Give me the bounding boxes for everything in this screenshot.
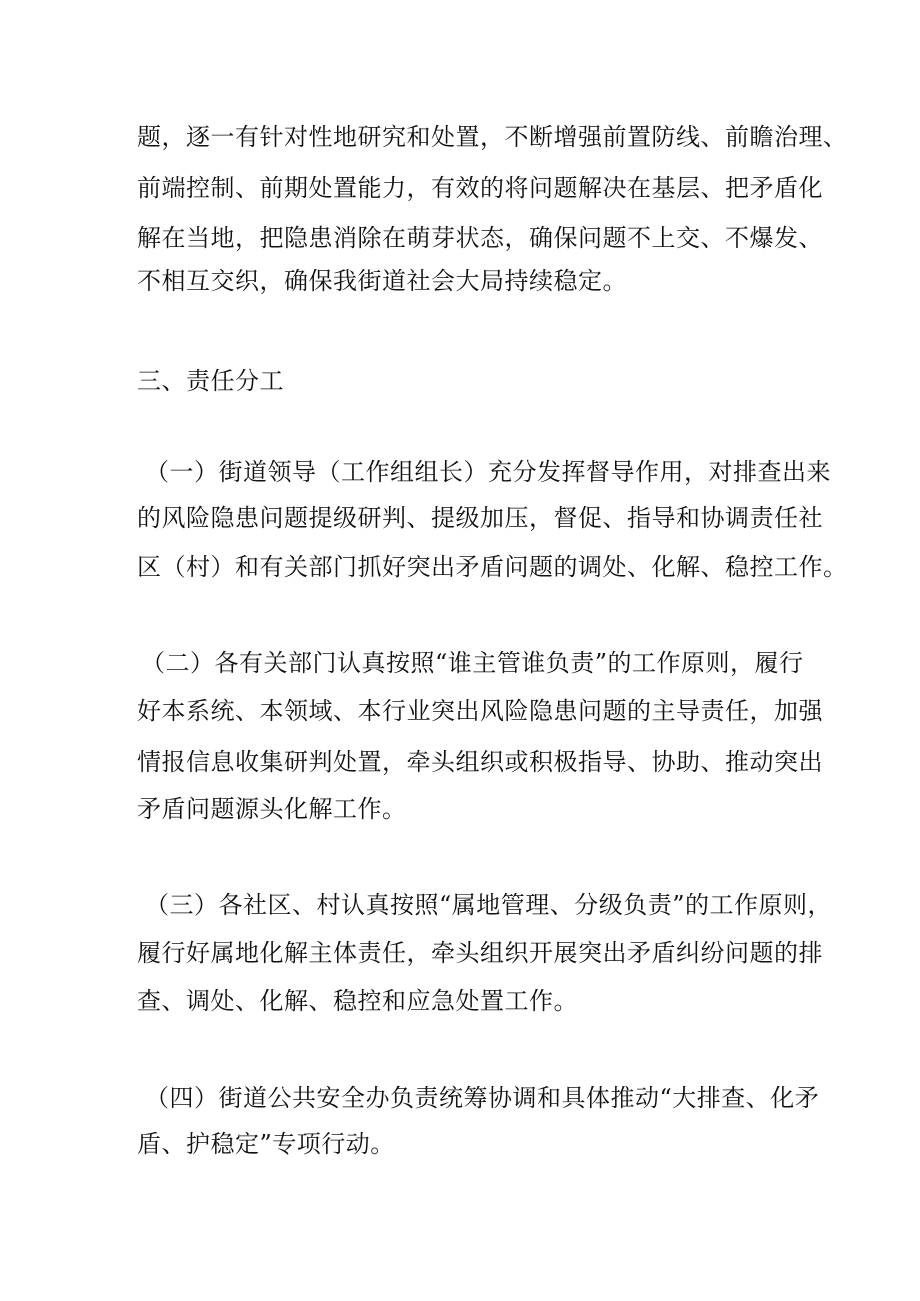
text-line: 前端控制、前期处置能力，有效的将问题解决在基层、把矛盾化: [137, 174, 823, 202]
text-line: 不相互交织，确保我街道社会大局持续稳定。: [137, 267, 627, 295]
text-line: 区（村）和有关部门抓好突出矛盾问题的调处、化解、稳控工作。: [137, 553, 848, 581]
text-line: 矛盾问题源头化解工作。: [137, 795, 407, 823]
text-line: （一）街道领导（工作组组长）充分发挥督导作用，对排查出来: [145, 458, 831, 486]
text-line: 情报信息收集研判处置，牵头组织或积极指导、协助、推动突出: [137, 748, 823, 776]
text-line: 解在当地，把隐患消除在萌芽状态，确保问题不上交、不爆发、: [137, 224, 823, 252]
text-line: 履行好属地化解主体责任，牵头组织开展突出矛盾纠纷问题的排: [137, 939, 823, 967]
text-line: 盾、护稳定”专项行动。: [137, 1130, 395, 1158]
text-line: （四）街道公共安全办负责统筹协调和具体推动“大排查、化矛: [145, 1084, 820, 1112]
section-heading: 三、责任分工: [137, 367, 284, 395]
text-line: 查、调处、化解、稳控和应急处置工作。: [137, 987, 578, 1015]
text-line: 题，逐一有针对性地研究和处置，不断增强前置防线、前瞻治理、: [137, 123, 848, 151]
text-line: （二）各有关部门认真按照“谁主管谁负责”的工作原则，履行: [141, 649, 804, 677]
text-line: 好本系统、本领域、本行业突出风险隐患问题的主导责任，加强: [137, 697, 823, 725]
text-line: 的风险隐患问题提级研判、提级加压，督促、指导和协调责任社: [137, 504, 823, 532]
text-line: （三）各社区、村认真按照“属地管理、分级负责”的工作原则，: [145, 891, 833, 919]
